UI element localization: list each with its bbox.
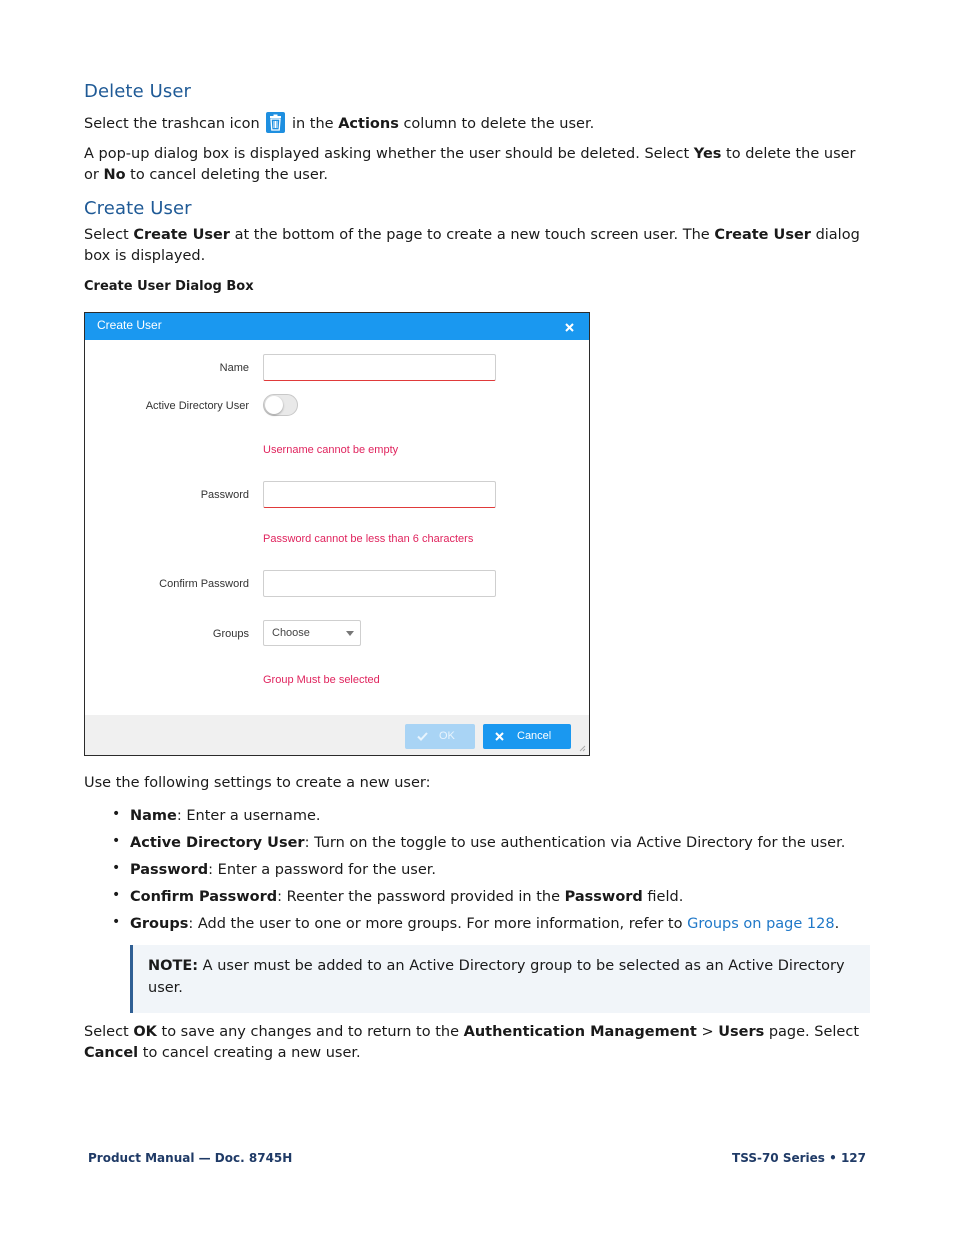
name-input[interactable]	[263, 354, 496, 381]
bullet-icon: •	[112, 914, 121, 930]
heading-delete-user: Delete User	[84, 81, 191, 102]
groups-error: Group Must be selected	[263, 674, 380, 686]
password-error: Password cannot be less than 6 characters	[263, 533, 474, 545]
create-user-dialog	[84, 312, 590, 756]
heading-create-user: Create User	[84, 198, 192, 219]
list-item: Confirm Password: Reenter the password provided in the Password field.	[130, 889, 684, 905]
list-item: Active Directory User: Turn on the toggle to use authentication via Active Directory for the user.	[130, 835, 846, 851]
trashcan-icon	[266, 112, 285, 133]
dialog-header	[85, 313, 589, 340]
close-icon[interactable]	[564, 320, 575, 331]
ok-button[interactable]: OK	[405, 724, 475, 749]
name-label: Name	[219, 362, 249, 374]
dialog-title: Create User	[97, 318, 162, 332]
check-icon	[417, 732, 428, 741]
active-directory-toggle[interactable]	[263, 394, 298, 416]
note-box	[130, 945, 870, 1013]
bullet-icon: •	[112, 860, 121, 876]
closing-paragraph: Select OK to save any changes and to return to the Authentication Management > Users page. Select Cancel to cancel creating a new user.	[84, 1024, 860, 1061]
groups-select[interactable]	[263, 620, 361, 646]
footer-page: TSS-70 Series • 127	[732, 1151, 866, 1165]
delete-user-paragraph-2: A pop-up dialog box is displayed asking whether the user should be deleted. Select Yes to delete the user or No to cancel deleting the user.	[84, 146, 856, 183]
list-item: Password: Enter a password for the user.	[130, 862, 436, 878]
note-text: NOTE: A user must be added to an Active Directory group to be selected as an Active Directory user.	[148, 958, 845, 996]
settings-intro: Use the following settings to create a new user:	[84, 775, 431, 791]
figure-caption: Create User Dialog Box	[84, 279, 254, 294]
bullet-icon: •	[112, 833, 121, 849]
password-label: Password	[200, 489, 249, 501]
bullet-icon: •	[112, 806, 121, 822]
list-item: Name: Enter a username.	[130, 808, 321, 824]
groups-select-value: Choose	[272, 627, 310, 639]
cancel-button[interactable]: Cancel	[483, 724, 571, 749]
list-item: Groups: Add the user to one or more groups. For more information, refer to Groups on page 128.	[130, 916, 840, 932]
confirm-password-label: Confirm Password	[159, 578, 249, 590]
password-input[interactable]	[263, 481, 496, 508]
active-directory-label: Active Directory User	[145, 400, 249, 412]
confirm-password-input[interactable]	[263, 570, 496, 597]
close-icon	[495, 732, 504, 741]
delete-user-paragraph-1: Select the trashcan icon in the Actions column to delete the user.	[84, 112, 874, 135]
username-error: Username cannot be empty	[263, 444, 399, 456]
dialog-footer	[85, 715, 589, 755]
bullet-icon: •	[112, 887, 121, 903]
groups-label: Groups	[212, 628, 249, 640]
create-user-paragraph: Select Create User at the bottom of the page to create a new touch screen user. The Create User dialog box is displayed.	[84, 227, 860, 264]
resize-grip-icon[interactable]	[579, 745, 586, 752]
chevron-down-icon	[346, 631, 354, 636]
footer-doc: Product Manual — Doc. 8745H	[88, 1151, 293, 1165]
toggle-knob	[265, 396, 283, 414]
groups-link[interactable]: Groups on page 128	[687, 916, 835, 932]
